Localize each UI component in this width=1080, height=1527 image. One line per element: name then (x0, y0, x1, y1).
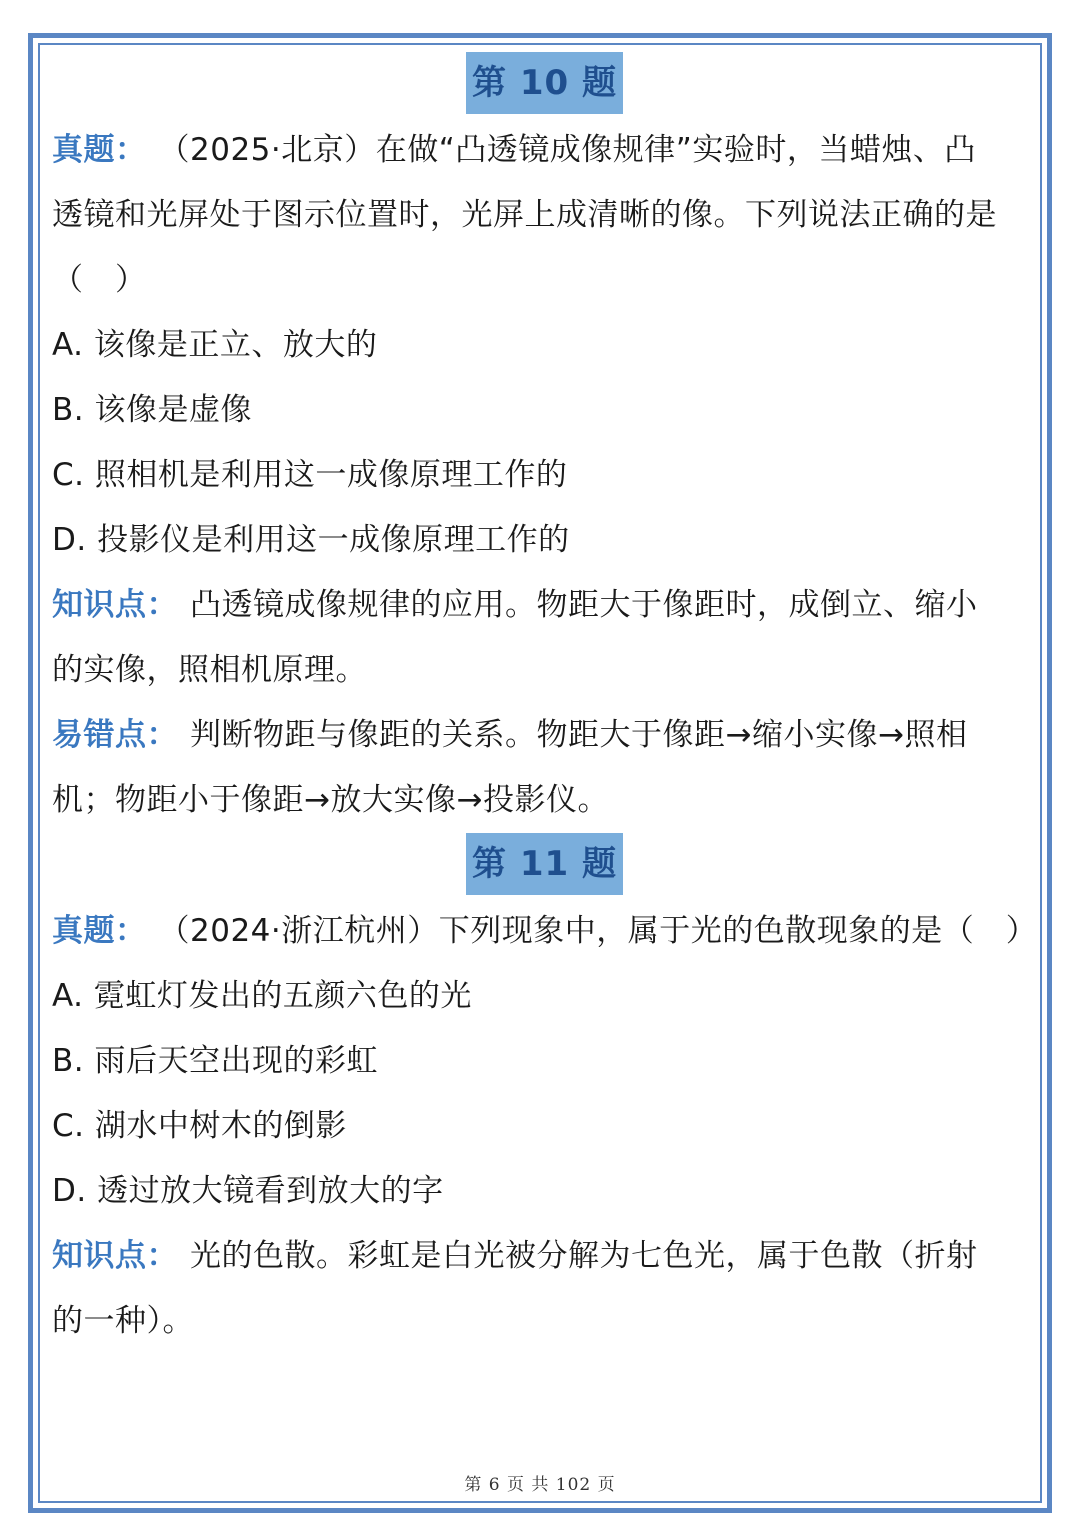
knowledge-label: 知识点： (52, 1238, 178, 1274)
page-footer: 第 6 页 共 102 页 (464, 1475, 616, 1495)
page-content (52, 52, 1037, 1354)
question-title-wrap (52, 52, 1037, 116)
stem-line: 透镜和光屏处于图示位置时，光屏上成清晰的像。下列说法正确的是 (52, 197, 997, 233)
mistake-line (52, 703, 1037, 768)
option-a: A. 霓虹灯发出的五颜六色的光 (52, 978, 472, 1014)
stem-line (52, 899, 1037, 964)
stem-label: 真题： (52, 132, 147, 168)
mistake-line: 机；物距小于像距→放大实像→投影仪。 (52, 782, 609, 818)
knowledge-line: 的实像，照相机原理。 (52, 652, 367, 688)
option-b: B. 雨后天空出现的彩虹 (52, 1043, 378, 1079)
knowledge-line: 的一种）。 (52, 1303, 194, 1339)
stem-line: （ ） (52, 262, 147, 298)
option-b: B. 该像是虚像 (52, 392, 252, 428)
knowledge-text: 光的色散。彩虹是白光被分解为七色光，属于色散（折射 (190, 1238, 978, 1274)
knowledge-line (52, 573, 1037, 638)
option-d: D. 投影仪是利用这一成像原理工作的 (52, 522, 570, 558)
mistake-label: 易错点： (52, 717, 178, 753)
stem-line (52, 118, 1037, 183)
stem-text: （2024·浙江杭州）下列现象中，属于光的色散现象的是（ ） (158, 913, 1038, 949)
knowledge-text: 凸透镜成像规律的应用。物距大于像距时，成倒立、缩小 (190, 587, 978, 623)
question-title-wrap (52, 833, 1037, 897)
knowledge-label: 知识点： (52, 587, 178, 623)
stem-text: （2025·北京）在做“凸透镜成像规律”实验时，当蜡烛、凸 (158, 132, 976, 168)
question-11 (52, 833, 1037, 1354)
option-a: A. 该像是正立、放大的 (52, 327, 378, 363)
option-d: D. 透过放大镜看到放大的字 (52, 1173, 444, 1209)
stem-label: 真题： (52, 913, 147, 949)
question-title: 第 11 题 (466, 833, 623, 895)
knowledge-line (52, 1224, 1037, 1289)
option-c: C. 湖水中树木的倒影 (52, 1108, 347, 1144)
option-c: C. 照相机是利用这一成像原理工作的 (52, 457, 568, 493)
question-10 (52, 52, 1037, 833)
mistake-text: 判断物距与像距的关系。物距大于像距→缩小实像→照相 (190, 717, 968, 753)
question-title: 第 10 题 (466, 52, 623, 114)
